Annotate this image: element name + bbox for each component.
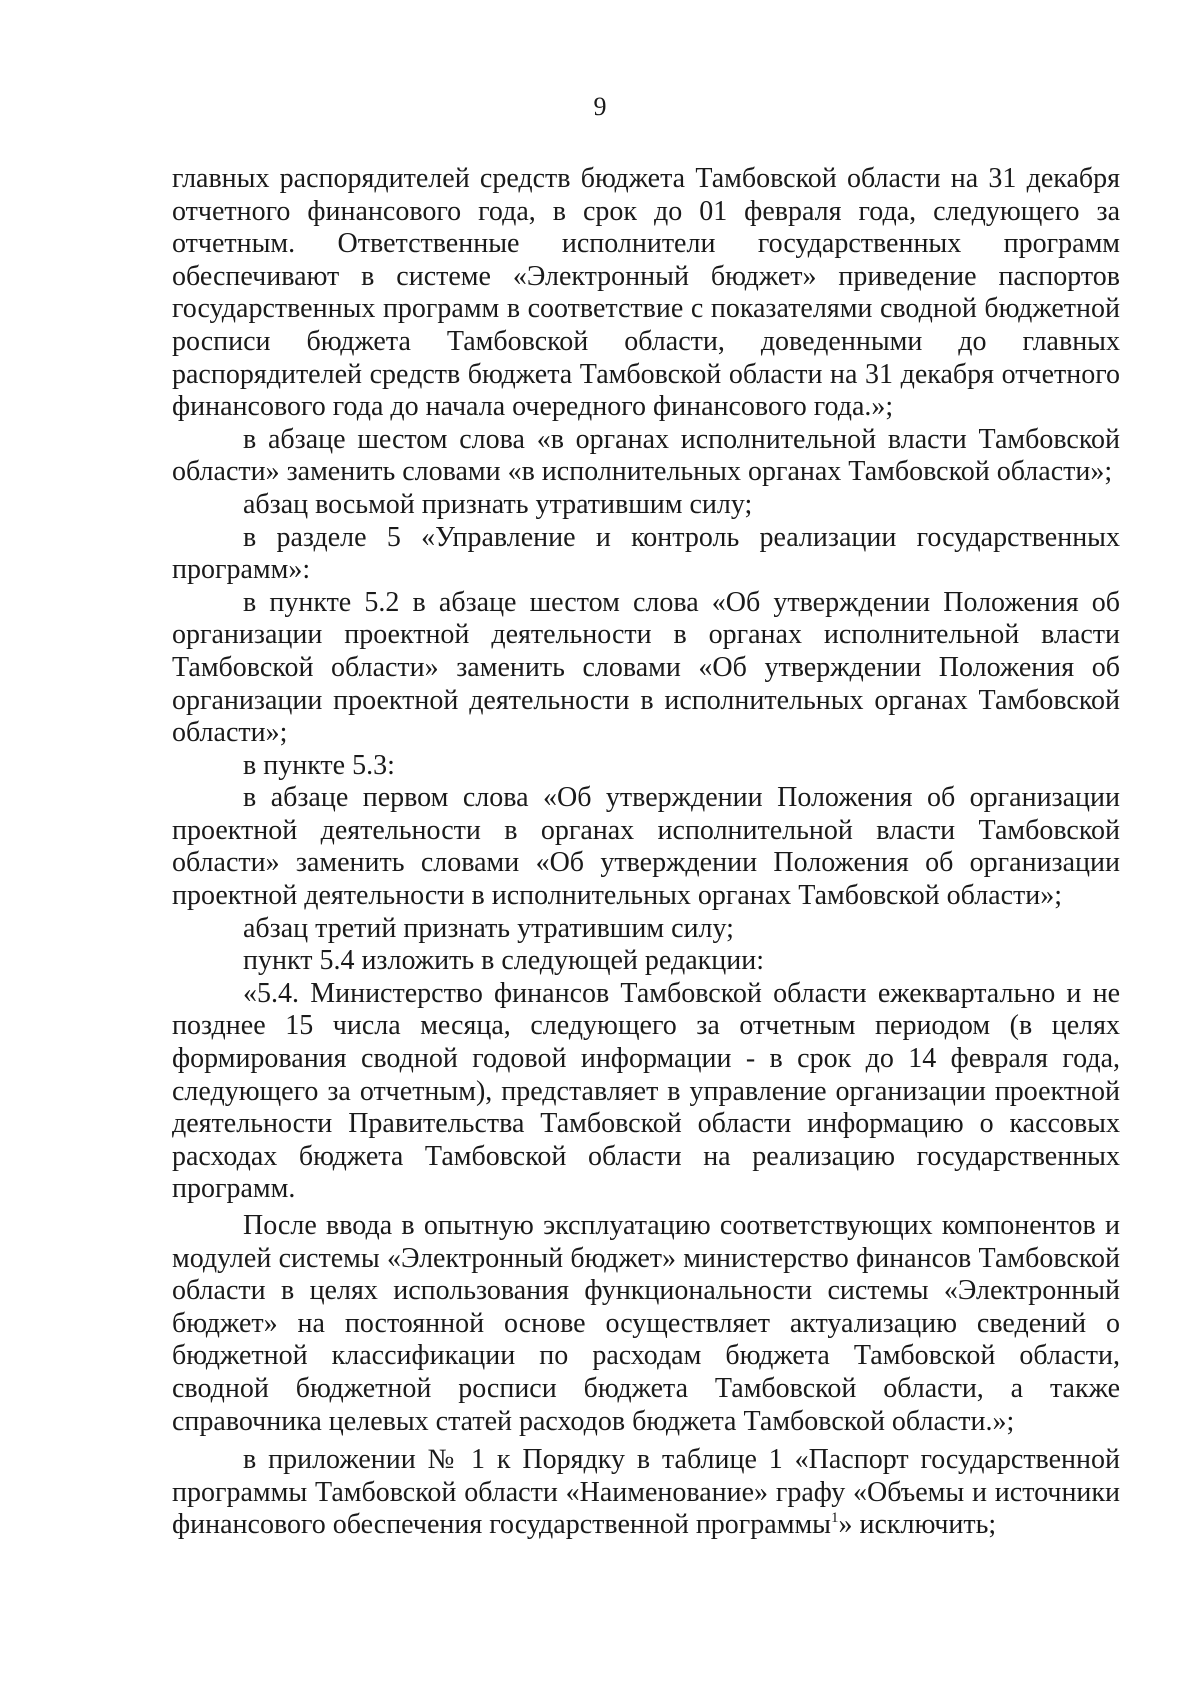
paragraph: в пункте 5.3: (243, 749, 395, 781)
paragraph-last-text: в приложении № 1 к Порядку в таблице 1 «Паспорт государственной программы Тамбовской области «Наименование» графу «Объемы и источники финансового обеспечения государственной программы (172, 1444, 1120, 1541)
paragraph-continuation: главных распорядителей средств бюджета Тамбовской области на 31 декабря отчетного финансового года, в срок до 01 февраля года, следующего за отчетным. Ответственные исполнители государственных программ обеспечивают в системе «Электронный бюджет» приведение паспортов государственных программ в соответствие с показателями сводной бюджетной росписи бюджета Тамбовской области, доведенными до главных распорядителей средств бюджета Тамбовской области на 31 декабря отчетного финансового года до начала очередного финансового года.»; (172, 163, 1120, 423)
paragraph: в абзаце первом слова «Об утверждении Положения об организации проектной деятельности в органах исполнительной власти Тамбовской области» заменить словами «Об утверждении Положения об организации проектной деятельности в исполнительных органах Тамбовской области»; (172, 782, 1120, 912)
paragraph: «5.4. Министерство финансов Тамбовской области ежеквартально и не позднее 15 числа месяца, следующего за отчетным периодом (в целях формирования сводной годовой информации - в срок до 14 февраля года, следующего за отчетным), представляет в управление организации проектной деятельности Правительства Тамбовской области информацию о кассовых расходах бюджета Тамбовской области на реализацию государственных программ. (172, 977, 1120, 1205)
page-number: 9 (593, 92, 607, 121)
paragraph: пункт 5.4 изложить в следующей редакции: (243, 945, 764, 977)
document-body (172, 163, 1120, 1542)
paragraph: в абзаце шестом слова «в органах исполнительной власти Тамбовской области» заменить словами «в исполнительных органах Тамбовской области»; (172, 423, 1120, 488)
paragraph: в пункте 5.2 в абзаце шестом слова «Об утверждении Положения об организации проектной деятельности в органах исполнительной власти Тамбовской области» заменить словами «Об утверждении Положения об организации проектной деятельности в исполнительных органах Тамбовской области»; (172, 586, 1120, 749)
footnote-mark: 1 (830, 1510, 839, 1527)
paragraph: После ввода в опытную эксплуатацию соответствующих компонентов и модулей системы «Электронный бюджет» министерство финансов Тамбовской области в целях использования функциональности системы «Электронный бюджет» на постоянной основе осуществляет актуализацию сведений о бюджетной классификации по расходам бюджета Тамбовской области, сводной бюджетной росписи бюджета Тамбовской области, а также справочника целевых статей расходов бюджета Тамбовской области.»; (172, 1210, 1120, 1437)
paragraph: в разделе 5 «Управление и контроль реализации государственных программ»: (172, 521, 1120, 586)
paragraph-last (172, 1444, 1120, 1542)
paragraph: абзац третий признать утратившим силу; (243, 912, 734, 944)
paragraph-last-tail: » исключить; (838, 1509, 997, 1541)
paragraph: абзац восьмой признать утратившим силу; (243, 488, 753, 520)
